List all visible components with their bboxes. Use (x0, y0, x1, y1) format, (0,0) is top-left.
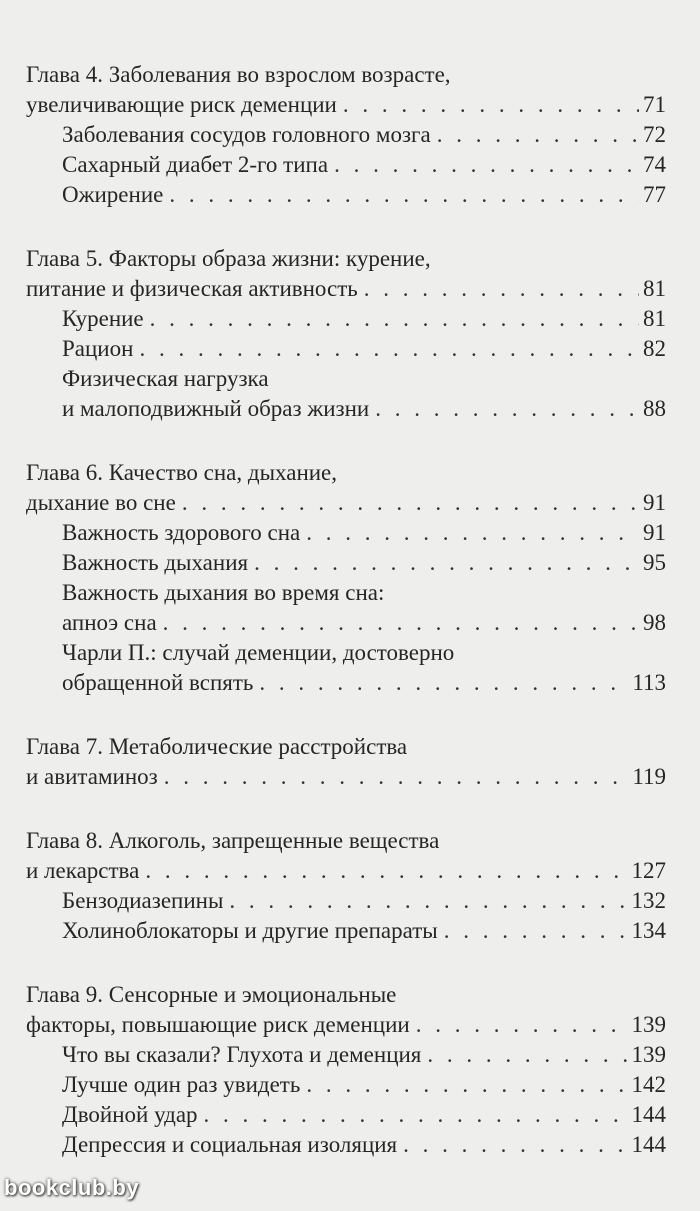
toc-entry[interactable] (26, 1040, 666, 1070)
page-number: 77 (643, 182, 666, 207)
entry-title: Двойной удар (62, 1102, 198, 1127)
section-title-line: Важность дыхания во время сна: (62, 580, 385, 605)
entry-title: Важность дыхания (62, 550, 249, 575)
table-of-contents (26, 60, 666, 1194)
chapter-block (26, 458, 666, 698)
page-number: 132 (631, 888, 666, 913)
toc-entry[interactable] (26, 1100, 666, 1130)
toc-entry[interactable] (26, 180, 666, 210)
dot-leader (133, 334, 639, 364)
page-number: 139 (631, 1012, 666, 1037)
page-number: 81 (643, 276, 666, 301)
dot-leader (328, 150, 639, 180)
chapter-block (26, 60, 666, 210)
chapter-heading: Глава 6. Качество сна, дыхание, (26, 460, 338, 485)
toc-entry[interactable] (26, 1070, 666, 1100)
chapter-block (26, 826, 666, 946)
chapter-heading: Глава 8. Алкоголь, запрещенные вещества (26, 828, 440, 853)
dot-leader (176, 488, 639, 518)
entry-title: питание и физическая активность (26, 276, 358, 301)
chapter-block (26, 732, 666, 792)
toc-entry[interactable] (26, 1010, 666, 1040)
entry-title: и авитаминоз (26, 764, 158, 789)
page-number: 91 (643, 490, 666, 515)
page-number: 134 (631, 918, 666, 943)
toc-entry[interactable] (26, 488, 666, 518)
page-number: 82 (643, 336, 666, 361)
toc-entry[interactable] (26, 304, 666, 334)
page-number: 142 (631, 1072, 666, 1097)
dot-leader (300, 518, 639, 548)
toc-entry[interactable] (26, 916, 666, 946)
entry-title: факторы, повышающие риск деменции (26, 1012, 410, 1037)
dot-leader (410, 1010, 628, 1040)
toc-entry[interactable] (26, 150, 666, 180)
chapter-heading: Глава 5. Факторы образа жизни: курение, (26, 246, 431, 271)
toc-entry[interactable] (26, 608, 666, 638)
dot-leader (421, 1040, 627, 1070)
dot-leader (198, 1100, 628, 1130)
dot-leader (139, 856, 627, 886)
chapter-block (26, 244, 666, 424)
toc-entry[interactable] (26, 668, 666, 698)
dot-leader (397, 1130, 627, 1160)
entry-title: Заболевания сосудов головного мозга (62, 122, 431, 147)
chapter-heading: Глава 4. Заболевания во взрослом возрасте, (26, 62, 451, 87)
page-number: 113 (632, 670, 666, 695)
entry-title: Холиноблокаторы и другие препараты (62, 918, 438, 943)
dot-leader (223, 886, 627, 916)
page-number: 88 (643, 396, 666, 421)
dot-leader (369, 394, 639, 424)
page-number: 119 (632, 764, 666, 789)
entry-title: Депрессия и социальная изоляция (62, 1132, 398, 1157)
dot-leader (337, 90, 639, 120)
entry-title: Сахарный диабет 2-го типа (62, 152, 329, 177)
entry-title: обращенной вспять (62, 670, 254, 695)
entry-title: Ожирение (62, 182, 164, 207)
page-number: 144 (631, 1132, 666, 1157)
dot-leader (438, 916, 628, 946)
page-number: 144 (631, 1102, 666, 1127)
dot-leader (253, 668, 628, 698)
toc-entry[interactable] (26, 90, 666, 120)
page-number: 81 (643, 306, 666, 331)
dot-leader (158, 762, 629, 792)
section-title-line: Чарли П.: случай деменции, достоверно (62, 640, 455, 665)
entry-title: увеличивающие риск деменции (26, 92, 337, 117)
entry-title: Курение (62, 306, 144, 331)
dot-leader (248, 548, 639, 578)
page-number: 71 (643, 92, 666, 117)
toc-entry[interactable] (26, 548, 666, 578)
dot-leader (358, 274, 639, 304)
page-number: 91 (643, 520, 666, 545)
entry-title: и лекарства (26, 858, 140, 883)
entry-title: дыхание во сне (26, 490, 176, 515)
toc-entry[interactable] (26, 394, 666, 424)
dot-leader (157, 608, 639, 638)
page-number: 74 (643, 152, 666, 177)
dot-leader (163, 180, 639, 210)
entry-title: и малоподвижный образ жизни (62, 396, 370, 421)
page-number: 72 (643, 122, 666, 147)
entry-title: Лучше один раз увидеть (62, 1072, 301, 1097)
section-title-line: Физическая нагрузка (62, 366, 269, 391)
page-number: 127 (631, 858, 666, 883)
toc-entry[interactable] (26, 274, 666, 304)
entry-title: Рацион (62, 336, 134, 361)
toc-entry[interactable] (26, 886, 666, 916)
entry-title: апноэ сна (62, 610, 157, 635)
toc-entry[interactable] (26, 762, 666, 792)
toc-entry[interactable] (26, 334, 666, 364)
entry-title: Важность здорового сна (62, 520, 301, 545)
toc-entry[interactable] (26, 1130, 666, 1160)
toc-entry[interactable] (26, 856, 666, 886)
entry-title: Что вы сказали? Глухота и деменция (62, 1042, 422, 1067)
chapter-heading: Глава 7. Метаболические расстройства (26, 734, 408, 759)
entry-title: Бензодиазепины (62, 888, 224, 913)
dot-leader (431, 120, 639, 150)
chapter-block (26, 980, 666, 1160)
toc-entry[interactable] (26, 518, 666, 548)
dot-leader (300, 1070, 627, 1100)
page-number: 95 (643, 550, 666, 575)
watermark: bookclub.by (4, 1175, 140, 1200)
page-number: 139 (631, 1042, 666, 1067)
toc-entry[interactable] (26, 120, 666, 150)
dot-leader (144, 304, 639, 334)
page-number: 98 (643, 610, 666, 635)
chapter-heading: Глава 9. Сенсорные и эмоциональные (26, 982, 397, 1007)
